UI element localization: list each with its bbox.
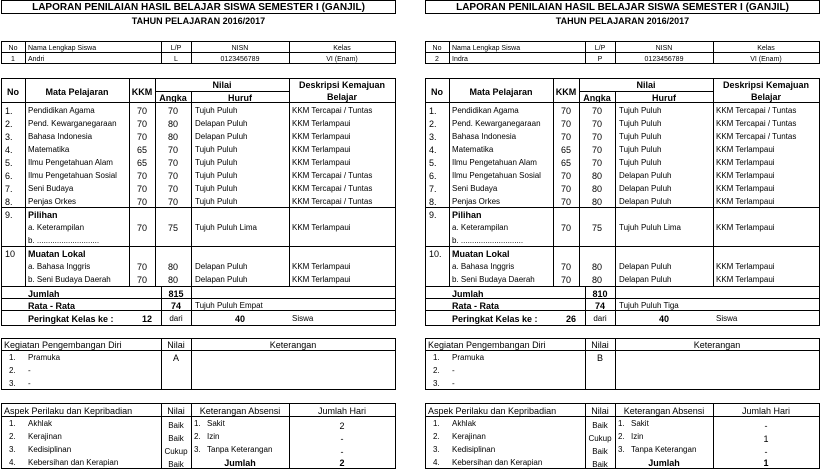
subject-huruf: Tujuh Puluh: [195, 106, 238, 115]
kegiatan-name: -: [28, 366, 31, 375]
pilihan-b-name: b. ............................: [452, 236, 524, 245]
pilihan-b-name: b. ............................: [28, 236, 100, 245]
pilihan-label: Pilihan: [28, 210, 58, 220]
mulok-b-name: b. Seni Budaya Daerah: [28, 275, 111, 284]
report-title: LAPORAN PENILAIAN HASIL BELAJAR SISWA SEMESTER I (GANJIL): [456, 2, 789, 13]
rata-value: 74: [170, 301, 181, 311]
aspek-nilai: Cukup: [164, 447, 188, 456]
subject-kkm: 70: [136, 171, 147, 181]
mulok-label: Muatan Lokal: [28, 249, 86, 259]
student-no: 2: [435, 56, 439, 63]
kegiatan-name: -: [452, 366, 455, 375]
subject-kkm: 70: [560, 171, 571, 181]
peringkat-total: 40: [658, 314, 669, 324]
subject-name: Penjas Orkes: [452, 197, 501, 206]
pilihan-no: 9.: [5, 210, 13, 220]
subject-description: KKM Tercapai / Tuntas: [292, 184, 373, 193]
grade-header-angka: Angka: [159, 93, 187, 103]
grade-header-kkm: KKM: [131, 87, 153, 97]
mulok-a-huruf: Delapan Puluh: [619, 262, 672, 271]
kegiatan-no: 2.: [9, 366, 16, 375]
absensi-no: 3.: [194, 445, 201, 454]
student-nisn: 0123456789: [220, 56, 260, 63]
peringkat-siswa: Siswa: [292, 314, 314, 323]
grade-header-nilai: Nilai: [212, 80, 232, 90]
rata-label: Rata - Rata: [28, 301, 76, 311]
peringkat-rank: 12: [141, 314, 152, 324]
absensi-label: Izin: [207, 432, 220, 441]
id-header-no: No: [432, 45, 442, 52]
mulok-b-huruf: Delapan Puluh: [619, 275, 672, 284]
aspek-name: Kedisiplinan: [28, 445, 72, 454]
kegiatan-no: 3.: [9, 379, 16, 388]
id-header-name: Nama Lengkap Siswa: [28, 45, 97, 52]
jumlah-hari-header: Jumlah Hari: [317, 406, 366, 416]
rata-label: Rata - Rata: [452, 301, 500, 311]
subject-no: 2.: [429, 119, 437, 129]
aspek-nilai: Baik: [592, 421, 608, 430]
aspek-no: 2.: [433, 432, 440, 441]
subject-kkm: 65: [136, 158, 147, 168]
subject-description: KKM Tercapai / Tuntas: [716, 132, 797, 141]
subject-no: 7.: [5, 184, 13, 194]
id-header-nisn: NISN: [655, 45, 673, 52]
subject-huruf: Delapan Puluh: [195, 132, 248, 141]
subject-kkm: 70: [136, 132, 147, 142]
subject-angka: 70: [591, 119, 602, 129]
subject-no: 8.: [5, 197, 13, 207]
absensi-header: Keterangan Absensi: [199, 406, 281, 416]
aspek-nilai: Cukup: [588, 434, 612, 443]
subject-kkm: 70: [136, 184, 147, 194]
kegiatan-nilai: B: [596, 353, 603, 363]
subject-angka: 70: [167, 197, 178, 207]
peringkat-label: Peringkat Kelas ke :: [452, 314, 538, 324]
subject-name: Pendidikan Agama: [28, 106, 95, 115]
subject-angka: 70: [167, 158, 178, 168]
subject-kkm: 70: [560, 106, 571, 116]
subject-description: KKM Tercapai / Tuntas: [716, 106, 797, 115]
id-header-kelas: Kelas: [757, 45, 775, 52]
student-class: VI (Enam): [326, 56, 358, 63]
mulok-b-angka: 80: [591, 275, 602, 285]
aspek-nilai: Baik: [168, 460, 184, 469]
absensi-label: Sakit: [207, 419, 225, 428]
aspek-nilai-header: Nilai: [167, 406, 185, 416]
subject-huruf: Delapan Puluh: [195, 119, 248, 128]
subject-angka: 80: [167, 119, 178, 129]
absensi-jumlah-value: 1: [763, 458, 769, 468]
mulok-a-angka: 80: [591, 262, 602, 272]
subject-huruf: Delapan Puluh: [619, 197, 672, 206]
pilihan-a-angka: 75: [167, 223, 178, 233]
academic-year: TAHUN PELAJARAN 2016/2017: [131, 16, 266, 26]
id-header-lp: L/P: [594, 45, 606, 52]
aspek-nilai: Baik: [168, 434, 184, 443]
absensi-no: 2.: [194, 432, 201, 441]
subject-huruf: Tujuh Puluh: [195, 158, 238, 167]
aspek-header: Aspek Perilaku dan Kepribadian: [428, 406, 557, 416]
mulok-no: 10: [5, 249, 16, 259]
aspek-no: 1.: [9, 419, 16, 428]
kegiatan-no: 1.: [9, 353, 16, 362]
jumlah-hari-header: Jumlah Hari: [741, 406, 790, 416]
subject-huruf: Tujuh Puluh: [619, 145, 662, 154]
absensi-no: 1.: [618, 419, 625, 428]
subject-huruf: Tujuh Puluh: [619, 106, 662, 115]
absensi-no: 2.: [618, 432, 625, 441]
absensi-jumlah-value: 2: [339, 458, 345, 468]
subject-name: Pend. Kewarganegaraan: [28, 119, 117, 128]
subject-kkm: 70: [136, 197, 147, 207]
kegiatan-no: 3.: [433, 379, 440, 388]
subject-no: 1.: [429, 106, 437, 116]
kegiatan-name: Pramuka: [28, 353, 61, 362]
mulok-a-desc: KKM Terlampaui: [716, 262, 775, 271]
subject-name: Matematika: [452, 145, 494, 154]
subject-description: KKM Terlampaui: [716, 171, 775, 180]
aspek-name: Akhlak: [28, 419, 53, 428]
grade-header-subject: Mata Pelajaran: [469, 87, 533, 97]
report-title: LAPORAN PENILAIAN HASIL BELAJAR SISWA SEMESTER I (GANJIL): [32, 2, 365, 13]
absensi-jumlah-label: Jumlah: [224, 458, 256, 468]
aspek-nilai: Baik: [592, 447, 608, 456]
subject-description: KKM Tercapai / Tuntas: [292, 197, 373, 206]
mulok-b-huruf: Delapan Puluh: [195, 275, 248, 284]
subject-angka: 70: [167, 145, 178, 155]
kegiatan-keterangan-header: Keterangan: [269, 340, 317, 350]
subject-angka: 70: [591, 145, 602, 155]
grade-header-description-2: Belajar: [750, 92, 782, 102]
grade-header-huruf: Huruf: [652, 93, 676, 103]
subject-name: Ilmu Pengetahuan Alam: [28, 158, 113, 167]
pilihan-a-huruf: Tujuh Puluh Lima: [195, 223, 257, 232]
subject-kkm: 65: [560, 158, 571, 168]
aspek-name: Kedisiplinan: [452, 445, 496, 454]
student-no: 1: [11, 56, 15, 63]
peringkat-label: Peringkat Kelas ke :: [28, 314, 114, 324]
id-header-lp: L/P: [170, 45, 182, 52]
subject-kkm: 70: [560, 132, 571, 142]
aspek-no: 1.: [433, 419, 440, 428]
grade-header-description: Deskripsi Kemajuan: [298, 80, 386, 90]
grade-header-angka: Angka: [583, 93, 611, 103]
subject-huruf: Delapan Puluh: [619, 171, 672, 180]
subject-name: Bahasa Indonesia: [28, 132, 93, 141]
id-header-name: Nama Lengkap Siswa: [452, 45, 521, 52]
subject-description: KKM Terlampaui: [716, 158, 775, 167]
subject-no: 2.: [5, 119, 13, 129]
subject-no: 1.: [5, 106, 13, 116]
subject-no: 6.: [429, 171, 437, 181]
absensi-hari: -: [340, 447, 344, 457]
subject-huruf: Tujuh Puluh: [195, 197, 238, 206]
subject-no: 3.: [5, 132, 13, 142]
subject-kkm: 65: [136, 145, 147, 155]
subject-huruf: Tujuh Puluh: [195, 171, 238, 180]
absensi-no: 3.: [618, 445, 625, 454]
subject-angka: 70: [591, 106, 602, 116]
mulok-no: 10.: [429, 249, 442, 259]
student-nisn: 0123456789: [644, 56, 684, 63]
grade-header-nilai: Nilai: [636, 80, 656, 90]
subject-no: 4.: [429, 145, 437, 155]
aspek-no: 3.: [433, 445, 440, 454]
mulok-b-kkm: 70: [560, 275, 571, 285]
absensi-label: Sakit: [631, 419, 649, 428]
grade-header-kkm: KKM: [555, 87, 577, 97]
peringkat-rank: 26: [565, 314, 576, 324]
jumlah-value: 815: [168, 289, 184, 299]
subject-name: Ilmu Pengetahuan Sosial: [452, 171, 541, 180]
subject-huruf: Tujuh Puluh: [619, 119, 662, 128]
student-gender: L: [174, 56, 178, 63]
absensi-hari: 2: [339, 421, 345, 431]
pilihan-a-name: a. Keterampilan: [28, 223, 85, 232]
subject-no: 5.: [429, 158, 437, 168]
subject-name: Bahasa Indonesia: [452, 132, 517, 141]
kegiatan-no: 1.: [433, 353, 440, 362]
subject-description: KKM Terlampaui: [292, 119, 351, 128]
grade-header-subject: Mata Pelajaran: [45, 87, 109, 97]
aspek-no: 4.: [433, 458, 440, 467]
academic-year: TAHUN PELAJARAN 2016/2017: [555, 16, 690, 26]
subject-description: KKM Terlampaui: [716, 145, 775, 154]
aspek-header: Aspek Perilaku dan Kepribadian: [4, 406, 133, 416]
subject-name: Penjas Orkes: [28, 197, 77, 206]
aspek-no: 3.: [9, 445, 16, 454]
subject-name: Pend. Kewarganegaraan: [452, 119, 541, 128]
jumlah-label: Jumlah: [28, 289, 60, 299]
subject-no: 8.: [429, 197, 437, 207]
subject-kkm: 70: [560, 197, 571, 207]
pilihan-a-desc: KKM Terlampaui: [292, 223, 351, 232]
subject-name: Ilmu Pengetahuan Sosial: [28, 171, 117, 180]
subject-angka: 80: [591, 197, 602, 207]
subject-angka: 70: [591, 132, 602, 142]
grade-header-no: No: [7, 87, 19, 97]
subject-description: KKM Terlampaui: [716, 184, 775, 193]
subject-angka: 70: [167, 184, 178, 194]
mulok-a-desc: KKM Terlampaui: [292, 262, 351, 271]
mulok-b-desc: KKM Terlampaui: [716, 275, 775, 284]
student-class: VI (Enam): [750, 56, 782, 63]
aspek-nilai: Baik: [592, 460, 608, 469]
kegiatan-name: Pramuka: [452, 353, 485, 362]
grade-header-description-2: Belajar: [326, 92, 358, 102]
kegiatan-nilai-header: Nilai: [591, 340, 609, 350]
jumlah-label: Jumlah: [452, 289, 484, 299]
kegiatan-name: -: [28, 379, 31, 388]
subject-description: KKM Terlampaui: [292, 158, 351, 167]
mulok-b-name: b. Seni Budaya Daerah: [452, 275, 535, 284]
absensi-jumlah-label: Jumlah: [648, 458, 680, 468]
mulok-a-angka: 80: [167, 262, 178, 272]
id-header-nisn: NISN: [231, 45, 249, 52]
grade-header-no: No: [431, 87, 443, 97]
kegiatan-header: Kegiatan Pengembangan Diri: [428, 340, 546, 350]
subject-description: KKM Terlampaui: [292, 132, 351, 141]
mulok-a-huruf: Delapan Puluh: [195, 262, 248, 271]
subject-name: Ilmu Pengetahuan Alam: [452, 158, 537, 167]
subject-description: KKM Terlampaui: [716, 197, 775, 206]
aspek-name: Kerajinan: [452, 432, 486, 441]
absensi-label: Tanpa Keterangan: [631, 445, 697, 454]
subject-name: Pendidikan Agama: [452, 106, 519, 115]
subject-angka: 70: [167, 106, 178, 116]
absensi-hari: -: [764, 421, 768, 431]
subject-description: KKM Terlampaui: [292, 145, 351, 154]
peringkat-siswa: Siswa: [716, 314, 738, 323]
rata-text: Tujuh Puluh Empat: [195, 301, 263, 310]
subject-angka: 80: [591, 171, 602, 181]
subject-huruf: Tujuh Puluh: [195, 145, 238, 154]
subject-huruf: Delapan Puluh: [619, 184, 672, 193]
peringkat-total: 40: [234, 314, 245, 324]
subject-angka: 70: [167, 171, 178, 181]
subject-kkm: 70: [560, 119, 571, 129]
kegiatan-no: 2.: [433, 366, 440, 375]
mulok-a-kkm: 70: [560, 262, 571, 272]
aspek-name: Kebersihan dan Kerapian: [452, 458, 543, 467]
subject-huruf: Tujuh Puluh: [619, 158, 662, 167]
subject-no: 7.: [429, 184, 437, 194]
rata-text: Tujuh Puluh Tiga: [619, 301, 679, 310]
subject-angka: 70: [591, 158, 602, 168]
subject-no: 4.: [5, 145, 13, 155]
subject-no: 3.: [429, 132, 437, 142]
subject-angka: 80: [167, 132, 178, 142]
mulok-b-angka: 80: [167, 275, 178, 285]
mulok-label: Muatan Lokal: [452, 249, 510, 259]
subject-description: KKM Tercapai / Tuntas: [716, 119, 797, 128]
subject-name: Seni Budaya: [28, 184, 74, 193]
subject-kkm: 70: [560, 184, 571, 194]
subject-name: Seni Budaya: [452, 184, 498, 193]
absensi-no: 1.: [194, 419, 201, 428]
absensi-label: Tanpa Keterangan: [207, 445, 273, 454]
aspek-no: 4.: [9, 458, 16, 467]
mulok-b-desc: KKM Terlampaui: [292, 275, 351, 284]
pilihan-label: Pilihan: [452, 210, 482, 220]
pilihan-a-huruf: Tujuh Puluh Lima: [619, 223, 681, 232]
pilihan-a-desc: KKM Terlampaui: [716, 223, 775, 232]
student-gender: P: [597, 56, 603, 63]
mulok-a-name: a. Bahasa Inggris: [28, 262, 91, 271]
mulok-a-name: a. Bahasa Inggris: [452, 262, 515, 271]
student-name: Indra: [452, 56, 468, 63]
report-card-right: [425, 0, 825, 471]
subject-description: KKM Tercapai / Tuntas: [292, 106, 373, 115]
absensi-label: Izin: [631, 432, 644, 441]
kegiatan-name: -: [452, 379, 455, 388]
subject-name: Matematika: [28, 145, 70, 154]
pilihan-a-kkm: 70: [136, 223, 147, 233]
mulok-b-kkm: 70: [136, 275, 147, 285]
grade-header-huruf: Huruf: [228, 93, 252, 103]
id-header-kelas: Kelas: [333, 45, 351, 52]
absensi-hari: -: [340, 434, 344, 444]
peringkat-dari: dari: [593, 314, 607, 323]
grade-header-description: Deskripsi Kemajuan: [722, 80, 810, 90]
aspek-nilai: Baik: [168, 421, 184, 430]
aspek-name: Kebersihan dan Kerapian: [28, 458, 119, 467]
pilihan-no: 9.: [429, 210, 437, 220]
rata-value: 74: [594, 301, 605, 311]
subject-angka: 80: [591, 184, 602, 194]
jumlah-value: 810: [592, 289, 608, 299]
student-name: Andri: [28, 56, 45, 63]
subject-no: 6.: [5, 171, 13, 181]
id-header-no: No: [8, 45, 18, 52]
mulok-a-kkm: 70: [136, 262, 147, 272]
pilihan-a-angka: 75: [591, 223, 602, 233]
subject-huruf: Tujuh Puluh: [195, 184, 238, 193]
aspek-name: Kerajinan: [28, 432, 62, 441]
absensi-hari: -: [764, 447, 768, 457]
peringkat-dari: dari: [169, 314, 183, 323]
kegiatan-keterangan-header: Keterangan: [693, 340, 741, 350]
subject-kkm: 70: [136, 119, 147, 129]
subject-no: 5.: [5, 158, 13, 168]
aspek-no: 2.: [9, 432, 16, 441]
kegiatan-nilai-header: Nilai: [167, 340, 185, 350]
pilihan-a-name: a. Keterampilan: [452, 223, 509, 232]
subject-description: KKM Tercapai / Tuntas: [292, 171, 373, 180]
absensi-header: Keterangan Absensi: [623, 406, 705, 416]
subject-kkm: 70: [136, 106, 147, 116]
aspek-name: Akhlak: [452, 419, 477, 428]
kegiatan-header: Kegiatan Pengembangan Diri: [4, 340, 122, 350]
absensi-hari: 1: [763, 434, 769, 444]
subject-huruf: Tujuh Puluh: [619, 132, 662, 141]
aspek-nilai-header: Nilai: [591, 406, 609, 416]
subject-kkm: 65: [560, 145, 571, 155]
report-card-left: [1, 0, 401, 471]
pilihan-a-kkm: 70: [560, 223, 571, 233]
kegiatan-nilai: A: [172, 353, 179, 363]
